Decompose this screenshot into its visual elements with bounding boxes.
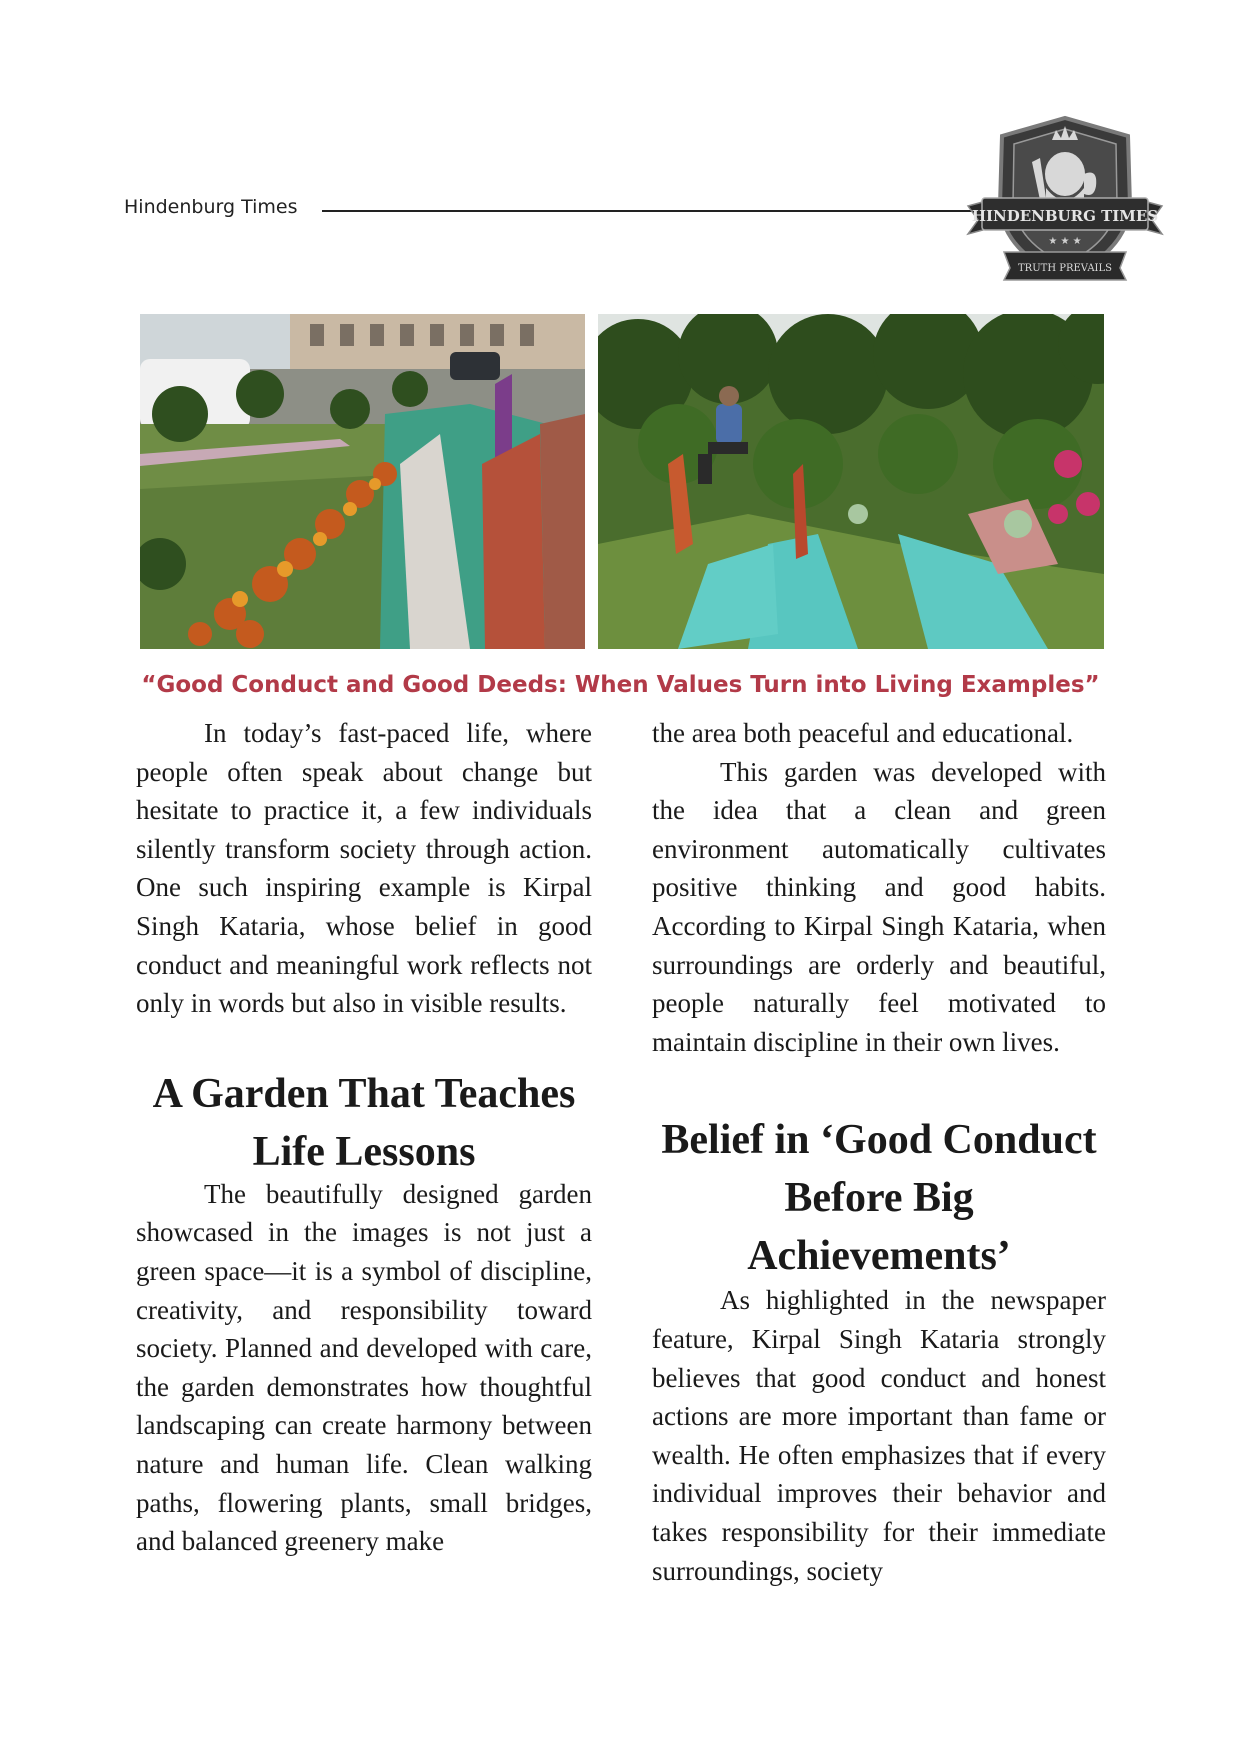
intro-paragraph: In today’s fast-paced life, where people often speak about change but hesitate to practice it, a few individuals silently transform society through action. One such inspiring example is Kirpal Singh Kataria, whose belief in good conduct and meaningful work reflects not only in words but also in visible results. [136,718,592,1019]
svg-text:★ ★ ★: ★ ★ ★ [1048,236,1082,247]
article-column-left [136,714,592,1561]
photo-caption: “Good Conduct and Good Deeds: When Values Turn into Living Examples” [141,672,1100,698]
logo-name: HINDENBURG TIMES [971,207,1159,225]
garden-paragraph: The beautifully designed garden showcased in the images is not just a green space—it is a symbol of discipline, creativity, and responsibility toward society. Planned and developed with care, the garden demonstrates how thoughtful landscaping can create harmony between nature and human life. Clean walking paths, flowering plants, small bridges, and balanced greenery make [136,1178,592,1557]
section-heading-garden: A Garden That Teaches Life Lessons [152,1070,576,1175]
article-column-right [652,714,1106,1590]
garden-photo-left [140,314,585,649]
logo-motto: TRUTH PREVAILS [1018,263,1112,274]
header-rule [322,210,1004,212]
hindenburg-times-logo [960,114,1170,294]
development-paragraph: This garden was developed with the idea that a clean and green environment automatically cultivates positive thinking and good habits. According to Kirpal Singh Kataria, when surroundings are orderly and beautiful, people naturally feel motivated to maintain discipline in their own lives. [652,756,1106,1057]
garden-paragraph-continued: the area both peaceful and educational. [652,718,1074,748]
publication-name: Hindenburg Times [124,196,298,218]
belief-paragraph: As highlighted in the newspaper feature, Kirpal Singh Kataria strongly believes that good conduct and honest actions are more important than fame or wealth. He often emphasizes that if every individual improves their behavior and takes responsibility for their immediate surroundings, society [652,1285,1106,1586]
section-heading-belief: Belief in ‘Good Conduct Before Big Achievements’ [661,1117,1097,1280]
garden-photo-right [598,314,1104,649]
page-header [124,196,1004,224]
